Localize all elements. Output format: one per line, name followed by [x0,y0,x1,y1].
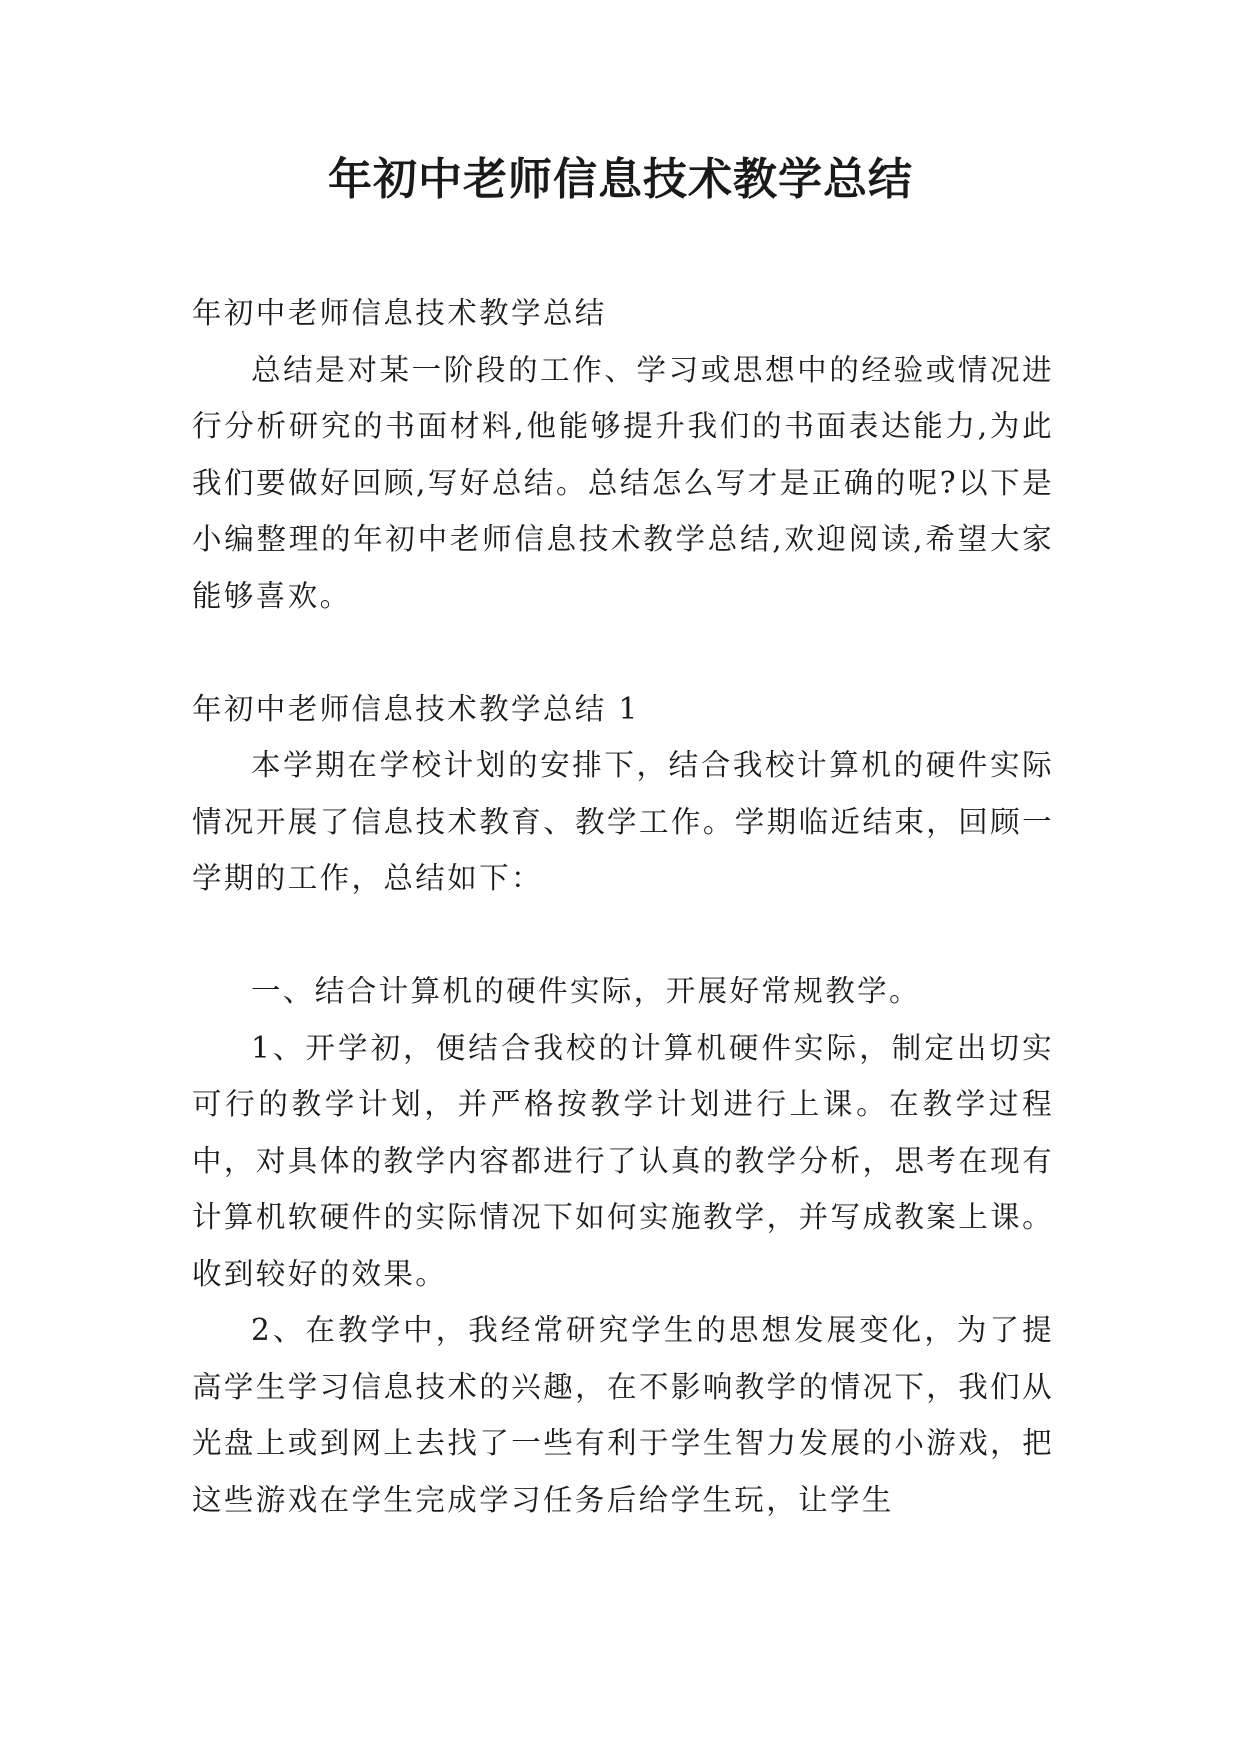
list-item: 2、在教学中，我经常研究学生的思想发展变化，为了提高学生学习信息技术的兴趣，在不影响教学的情况下，我们从光盘上或到网上去找了一些有利于学生智力发展的小游戏，把这些游戏在学生完成学习任务后给学生玩，让学生 [192,1313,1054,1517]
document-title: 年初中老师信息技术教学总结 [328,154,913,205]
list-item: 1、开学初，便结合我校的计算机硬件实际，制定出切实可行的教学计划，并严格按教学计划进行上课。在教学过程中，对具体的教学内容都进行了认真的教学分析，思考在现有计算机软硬件的实际情况下如何实施教学，并写成教案上课。收到较好的效果。 [192,1030,1054,1291]
section-heading: 年初中老师信息技术教学总结 1 [192,691,640,726]
spacer [192,624,1054,681]
intro-paragraph: 总结是对某一阶段的工作、学习或思想中的经验或情况进行分析研究的书面材料,他能够提升我们的书面表达能力,为此我们要做好回顾,写好总结。总结怎么写才是正确的呢?以下是小编整理的年初中老师信息技术教学总结,欢迎阅读,希望大家能够喜欢。 [192,352,1054,613]
spacer [192,907,1054,964]
document-body [192,285,1054,1528]
part-heading: 一、结合计算机的硬件实际，开展好常规教学。 [251,974,921,1008]
document-subtitle: 年初中老师信息技术教学总结 [192,296,607,330]
section-paragraph: 本学期在学校计划的安排下，结合我校计算机的硬件实际情况开展了信息技术教育、教学工作。学期临近结束，回顾一学期的工作，总结如下： [192,748,1054,895]
